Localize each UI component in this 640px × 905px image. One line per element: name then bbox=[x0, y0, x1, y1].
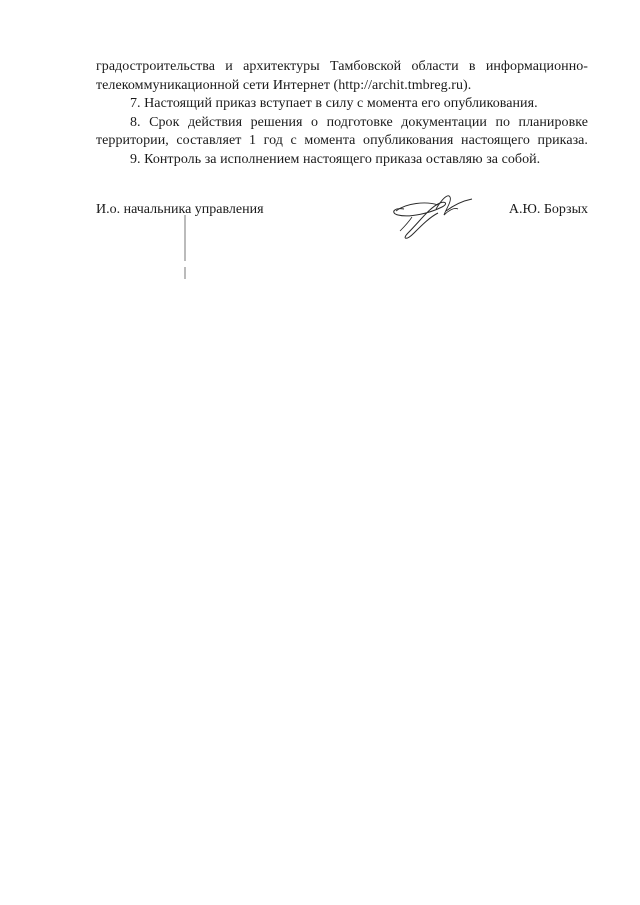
document-body bbox=[96, 58, 588, 169]
paragraph-line: градостроительства и архитектуры Тамбовской области в информационно- bbox=[96, 59, 588, 74]
signatory-name: А.Ю. Борзых bbox=[508, 202, 588, 217]
paragraph-item-8-line1: 8. Срок действия решения о подготовке документации по планировке bbox=[130, 114, 588, 130]
signatory-position: И.о. начальника управления bbox=[96, 202, 264, 217]
paragraph-item-9: 9. Контроль за исполнением настоящего приказа оставляю за собой. bbox=[130, 151, 541, 167]
paragraph-line: телекоммуникационной сети Интернет (http://archit.tmbreg.ru). bbox=[96, 77, 472, 93]
handwritten-signature bbox=[386, 187, 486, 247]
paragraph-item-8-line2: территории, составляет 1 год с момента опубликования настоящего приказа. bbox=[96, 133, 588, 148]
paragraph-item-7: 7. Настоящий приказ вступает в силу с момента его опубликования. bbox=[130, 96, 538, 111]
signature-block bbox=[96, 197, 588, 277]
scan-mark bbox=[184, 215, 186, 279]
